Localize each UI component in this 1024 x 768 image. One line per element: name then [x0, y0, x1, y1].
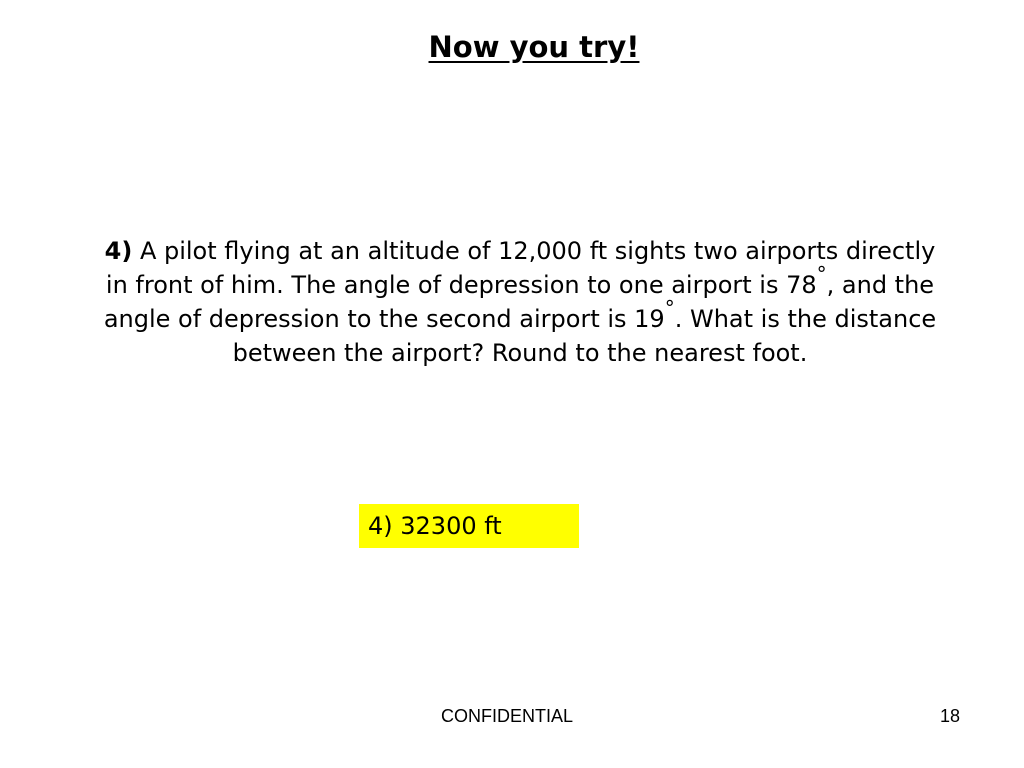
problem-number: 4) — [104, 237, 133, 265]
problem-text-part-1: A pilot flying at an altitude of 12,000 ft sights two airports directly in front of him. The angle of depression to one airport is 78 — [105, 237, 936, 299]
problem-text-part-2: , and the angle of depression to the second airport is 19 — [103, 271, 935, 333]
problem-text-part-3: . What is the distance between the airport? Round to the nearest foot. — [232, 305, 937, 367]
degree-symbol: ° — [664, 296, 675, 320]
degree-symbol: ° — [816, 262, 827, 286]
problem-text — [100, 234, 940, 370]
footer-confidential-label: CONFIDENTIAL — [441, 706, 574, 726]
page-number: 18 — [940, 706, 961, 726]
slide-title: Now you try! — [428, 30, 640, 64]
answer-text: 4) 32300 ft — [368, 512, 502, 540]
answer-box — [359, 504, 579, 548]
